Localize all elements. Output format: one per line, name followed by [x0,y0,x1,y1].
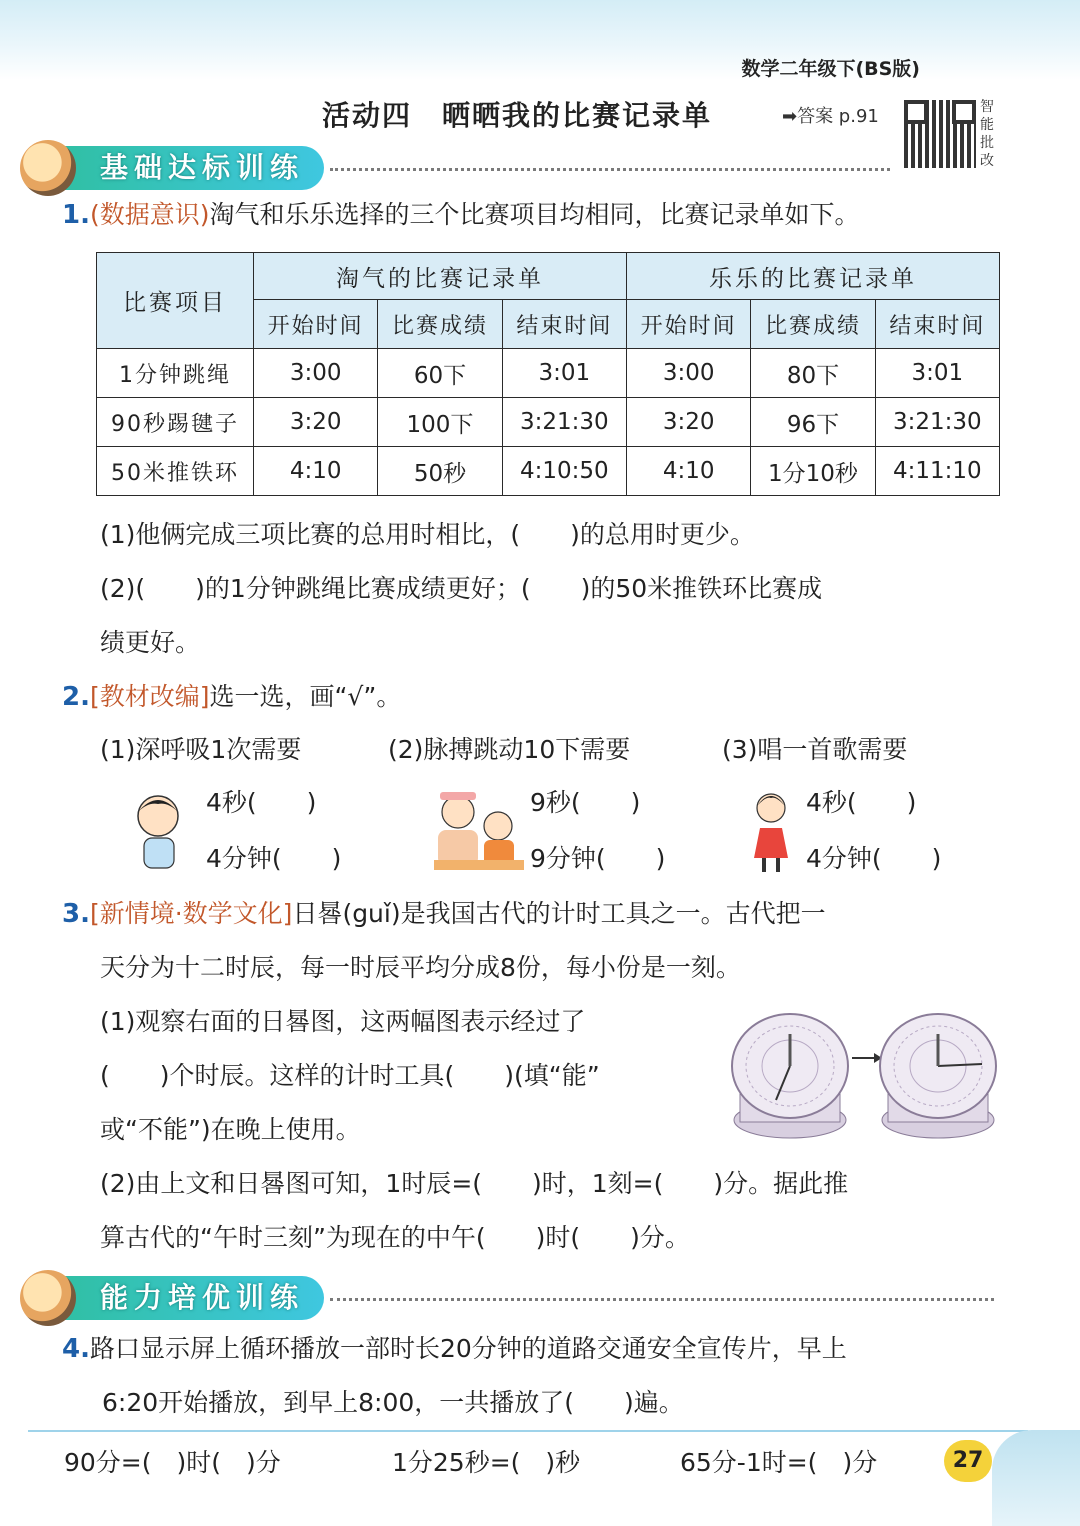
q3-sub1: (1)观察右面的日晷图，这两幅图表示经过了 [100,1007,586,1036]
table-cell: 4:11:10 [875,447,999,496]
table-cell: 80下 [751,349,875,398]
table-row [97,447,1000,496]
question-number: 4. [62,1334,90,1364]
table-cell: 3:21:30 [502,398,626,447]
question-text: 淘气和乐乐选择的三个比赛项目均相同，比赛记录单如下。 [209,200,860,229]
table-cell: 3:01 [875,349,999,398]
table-cell: 96下 [751,398,875,447]
q1-sub1: (1)他俩完成三项比赛的总用时相比，( )的总用时更少。 [100,520,755,549]
table-cell: 4:10 [254,447,378,496]
question-tag: [新情境·数学文化] [89,899,293,928]
footer-exercise-1: 90分=( )时( )分 [64,1448,281,1477]
sundial-illustration [726,1010,1004,1144]
q2-part1-label: (1)深呼吸1次需要 [100,735,302,764]
table-row [97,349,1000,398]
q3-sub1-end: 或“不能”)在晚上使用。 [100,1115,361,1144]
column-header: 开始时间 [626,300,750,349]
footer-exercise-3: 65分-1时=( )分 [680,1448,878,1477]
table-cell: 3:00 [254,349,378,398]
question-1 [62,198,860,232]
girl-singing-icon [746,788,796,874]
question-4 [62,1332,847,1366]
table-cell: 3:00 [626,349,750,398]
column-header: 结束时间 [875,300,999,349]
qr-label: 智能批改 [980,99,994,169]
question-3 [62,897,826,931]
table-cell: 4:10 [626,447,750,496]
question-2 [62,680,401,714]
question-text: 日晷(guǐ)是我国古代的计时工具之一。古代把一 [292,899,826,928]
table-cell: 60下 [378,349,502,398]
mouse-mascot-icon [20,1270,76,1326]
pencil-mascot-icon [20,140,76,196]
column-header: 开始时间 [254,300,378,349]
q1-sub2: (2)( )的1分钟跳绳比赛成绩更好；( )的50米推铁环比赛成 [100,574,823,603]
table-row [97,398,1000,447]
table-cell: 3:20 [254,398,378,447]
q2-part2-option2[interactable]: 9分钟( ) [530,844,666,873]
question-tag: [教材改编] [89,682,210,711]
group-header-lele: 乐乐的比赛记录单 [626,253,999,300]
section-basic-title: 基础达标训练 [40,146,324,190]
record-table [96,252,1000,496]
doctor-and-child-icon [430,786,526,874]
sundial-after [880,1014,996,1138]
q2-part3-option1[interactable]: 4秒( ) [806,788,917,817]
q3-sub1-cont: ( )个时辰。这样的计时工具( )(填“能” [100,1061,600,1090]
q1-sub2-cont: 绩更好。 [100,628,201,657]
q2-part1-option1[interactable]: 4秒( ) [206,788,317,817]
page-title: 活动四 晒晒我的比赛记录单 [322,99,713,132]
question-number: 3. [62,899,90,929]
footer-divider [28,1430,1028,1432]
q3-sub2-cont: 算古代的“午时三刻”为现在的中午( )时( )分。 [100,1223,690,1252]
q2-part2-option1[interactable]: 9秒( ) [530,788,641,817]
q2-part2-label: (2)脉搏跳动10下需要 [388,735,631,764]
sundial-before [732,1014,848,1138]
book-series: 数学二年级下(BS版) [741,58,920,80]
q2-part1-option2[interactable]: 4分钟( ) [206,844,342,873]
question-text: 路口显示屏上循环播放一部时长20分钟的道路交通安全宣传片，早上 [89,1334,847,1363]
section-divider [330,168,890,171]
page-number: 27 [944,1440,992,1482]
section-advanced [0,1276,1080,1322]
section-divider [330,1298,994,1301]
question-tag: (数据意识) [89,200,210,229]
row-item: 50米推铁环 [97,447,254,496]
column-header: 比赛成绩 [378,300,502,349]
question-text: 选一选，画“√”。 [209,682,402,711]
arrow-icon [852,1053,882,1063]
q2-part3-option2[interactable]: 4分钟( ) [806,844,942,873]
table-cell: 3:20 [626,398,750,447]
section-basic [0,146,1080,192]
q2-part3-label: (3)唱一首歌需要 [722,735,908,764]
row-item: 90秒踢毽子 [97,398,254,447]
question-number: 2. [62,682,90,712]
column-header: 结束时间 [502,300,626,349]
question-number: 1. [62,200,90,230]
section-advanced-title: 能力培优训练 [40,1276,324,1320]
footer-exercise-2: 1分25秒=( )秒 [392,1448,581,1477]
table-cell: 3:21:30 [875,398,999,447]
table-cell: 50秒 [378,447,502,496]
table-cell: 1分10秒 [751,447,875,496]
group-header-taoqi: 淘气的比赛记录单 [254,253,627,300]
table-cell: 4:10:50 [502,447,626,496]
table-corner-header: 比赛项目 [97,253,254,349]
q3-sub2: (2)由上文和日晷图可知，1时辰=( )时，1刻=( )分。据此推 [100,1169,849,1198]
answer-reference: ➡答案 p.91 [782,106,879,127]
table-cell: 3:01 [502,349,626,398]
row-item: 1分钟跳绳 [97,349,254,398]
q3-line2: 天分为十二时辰，每一时辰平均分成8份，每小份是一刻。 [100,953,741,982]
table-cell: 100下 [378,398,502,447]
q4-line2: 6:20开始播放，到早上8:00，一共播放了( )遍。 [102,1388,684,1417]
page-corner-decoration [992,1430,1080,1526]
column-header: 比赛成绩 [751,300,875,349]
boy-breathing-icon [124,790,194,874]
